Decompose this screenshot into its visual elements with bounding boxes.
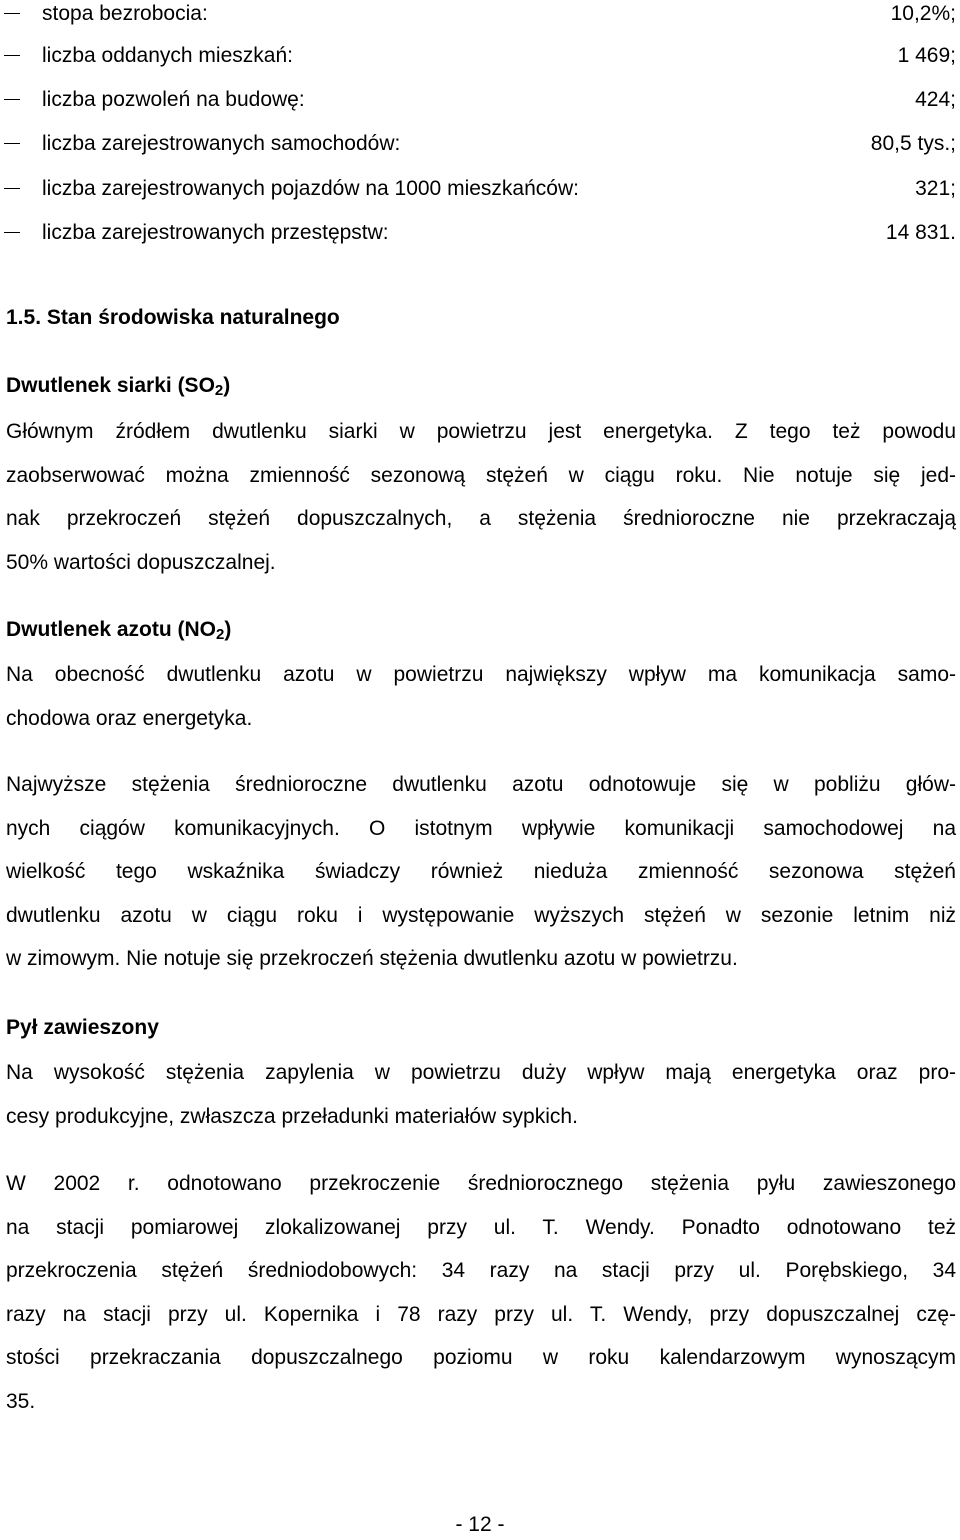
so2-heading-subscript: 2 <box>214 382 224 399</box>
paragraph-line: cesy produkcyjne, zwłaszcza przeładunki materiałów sypkich. <box>6 1104 578 1128</box>
dash-bullet <box>4 99 20 100</box>
no2-heading-text: Dwutlenek azotu (NO <box>6 618 217 641</box>
paragraph-line: przekroczenia stężeń średniodobowych: 34 razy na stacji przy ul. Porębskiego, 34 <box>6 1259 956 1282</box>
so2-heading-close: ) <box>223 374 231 397</box>
paragraph-line: Na obecność dwutlenku azotu w powietrzu największy wpływ ma komunikacja samo- <box>6 663 956 686</box>
list-item-value: 80,5 tys.; <box>870 132 956 155</box>
dust-paragraph-1 <box>6 1051 956 1138</box>
paragraph-line: chodowa oraz energetyka. <box>6 706 253 730</box>
list-item-value: 10,2%; <box>890 2 956 25</box>
paragraph-line: dwutlenku azotu w ciągu roku i występowanie wyższych stężeń w sezonie letnim niż <box>6 903 956 927</box>
list-item-value: 321; <box>915 177 956 200</box>
list-item-label: liczba zarejestrowanych samochodów: <box>42 132 401 155</box>
paragraph-line: w zimowym. Nie notuje się przekroczeń stężenia dwutlenku azotu w powietrzu. <box>6 947 738 970</box>
list-item <box>0 36 960 76</box>
paragraph-line: razy na stacji przy ul. Kopernika i 78 razy przy ul. T. Wendy, przy dopuszczalnej czę- <box>6 1302 956 1326</box>
list-item <box>0 0 960 34</box>
list-item-label: liczba zarejestrowanych pojazdów na 1000 mieszkańców: <box>42 177 579 200</box>
list-item-value: 1 469; <box>897 44 956 67</box>
paragraph-line: stości przekraczania dopuszczalnego poziomu w roku kalendarzowym wynoszącym <box>6 1346 956 1369</box>
paragraph-line: na stacji pomiarowej zlokalizowanej przy ul. T. Wendy. Ponadto odnotowano też <box>6 1215 956 1239</box>
list-item-label: liczba pozwoleń na budowę: <box>42 88 305 111</box>
so2-heading-text: Dwutlenek siarki (SO <box>6 374 215 397</box>
list-item <box>0 169 960 209</box>
no2-paragraph-2 <box>6 763 956 981</box>
no2-heading-close: ) <box>224 618 232 641</box>
dash-bullet <box>4 55 20 56</box>
list-item-value: 424; <box>915 88 956 111</box>
dust-heading: Pył zawieszony <box>6 1016 159 1039</box>
dash-bullet <box>4 13 20 14</box>
list-item-value: 14 831. <box>885 221 956 244</box>
paragraph-line: Na wysokość stężenia zapylenia w powietrzu duży wpływ mają energetyka oraz pro- <box>6 1061 956 1084</box>
list-item-label: liczba zarejestrowanych przestępstw: <box>42 221 389 244</box>
section-title: 1.5. Stan środowiska naturalnego <box>6 306 340 329</box>
dash-bullet <box>4 188 20 189</box>
paragraph-line: W 2002 r. odnotowano przekroczenie średniorocznego stężenia pyłu zawieszonego <box>6 1172 956 1195</box>
list-item <box>0 124 960 164</box>
paragraph-line: nych ciągów komunikacyjnych. O istotnym wpływie komunikacji samochodowej na <box>6 816 956 840</box>
list-item <box>0 213 960 253</box>
paragraph-line: nak przekroczeń stężeń dopuszczalnych, a stężenia średnioroczne nie przekraczają <box>6 507 956 530</box>
no2-paragraph-1 <box>6 653 956 740</box>
list-item <box>0 80 960 120</box>
dust-paragraph-2 <box>6 1162 956 1423</box>
paragraph-line: wielkość tego wskaźnika świadczy również nieduża zmienność sezonowa stężeń <box>6 860 956 883</box>
paragraph-line: 50% wartości dopuszczalnej. <box>6 550 276 574</box>
page-number: - 12 - <box>455 1513 505 1536</box>
paragraph-line: zaobserwować można zmienność sezonową stężeń w ciągu roku. Nie notuje się jed- <box>6 463 956 487</box>
so2-heading <box>6 366 230 411</box>
dash-bullet <box>4 232 20 233</box>
no2-heading-subscript: 2 <box>216 626 225 643</box>
paragraph-line: 35. <box>6 1389 36 1413</box>
so2-paragraph <box>6 410 956 584</box>
dash-bullet <box>4 143 20 144</box>
no2-heading <box>6 610 231 655</box>
list-item-label: stopa bezrobocia: <box>42 2 208 25</box>
list-item-label: liczba oddanych mieszkań: <box>42 44 293 67</box>
paragraph-line: Najwyższe stężenia średnioroczne dwutlenku azotu odnotowuje się w pobliżu głów- <box>6 773 956 796</box>
paragraph-line: Głównym źródłem dwutlenku siarki w powietrzu jest energetyka. Z tego też powodu <box>6 420 956 443</box>
